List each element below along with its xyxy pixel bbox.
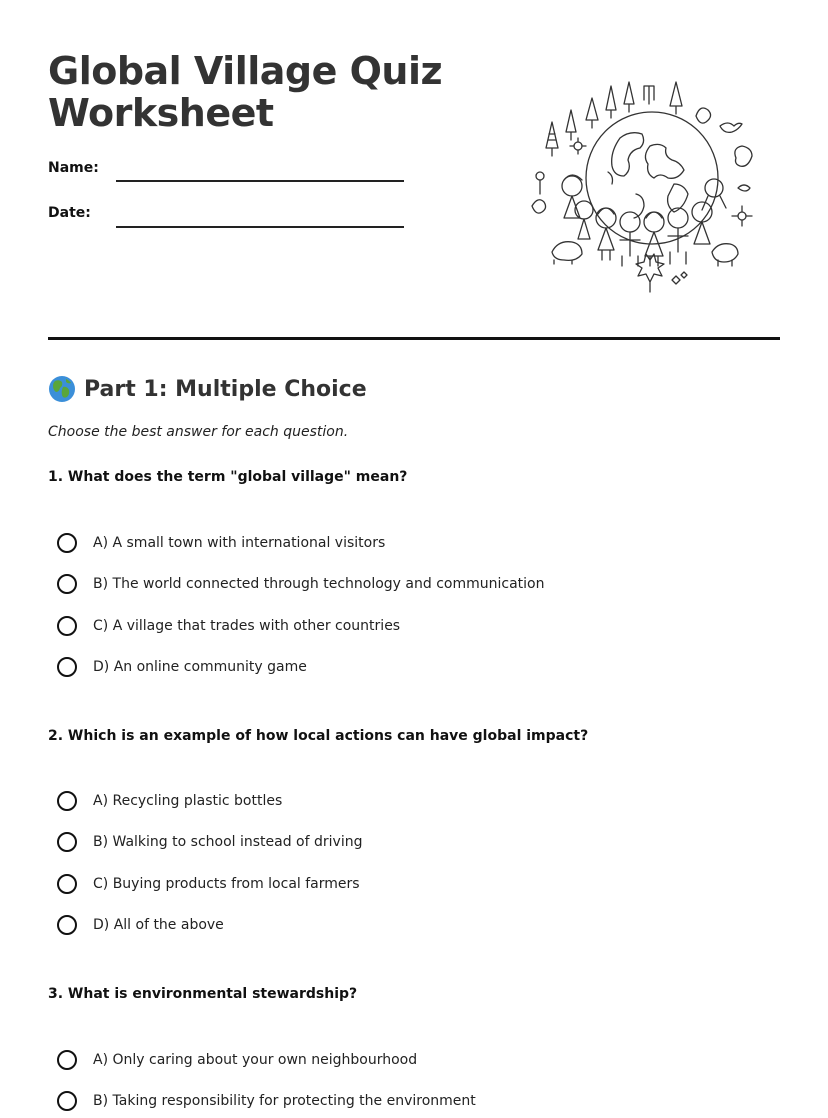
option-label: C) A village that trades with other countries — [93, 618, 401, 634]
radio-button[interactable] — [57, 657, 77, 677]
option-label: B) The world connected through technology and communication — [93, 576, 545, 592]
q3-option-b[interactable] — [57, 1088, 476, 1114]
title-line-1: Global Village Quiz — [48, 49, 443, 93]
globe-emoji-icon — [48, 375, 76, 403]
radio-button[interactable] — [57, 616, 77, 636]
radio-button[interactable] — [57, 874, 77, 894]
section-instructions: Choose the best answer for each question. — [48, 424, 349, 440]
radio-button[interactable] — [57, 1091, 77, 1111]
radio-button[interactable] — [57, 832, 77, 852]
date-field[interactable] — [116, 226, 404, 228]
option-label: B) Walking to school instead of driving — [93, 834, 363, 850]
section-title: Part 1: Multiple Choice — [84, 376, 367, 402]
option-label: D) All of the above — [93, 917, 224, 933]
radio-button[interactable] — [57, 915, 77, 935]
option-label: B) Taking responsibility for protecting the environment — [93, 1093, 476, 1109]
globe-children-drawing-icon — [524, 76, 764, 298]
q2-option-d[interactable] — [57, 912, 224, 938]
worksheet-title — [48, 50, 442, 134]
name-label: Name: — [48, 160, 99, 176]
q1-option-c[interactable] — [57, 613, 400, 639]
q1-option-a[interactable] — [57, 530, 385, 556]
q1-option-d[interactable] — [57, 654, 307, 680]
radio-button[interactable] — [57, 791, 77, 811]
radio-button[interactable] — [57, 533, 77, 553]
q2-option-b[interactable] — [57, 829, 362, 855]
radio-button[interactable] — [57, 1050, 77, 1070]
name-field[interactable] — [116, 180, 404, 182]
q3-option-a[interactable] — [57, 1047, 417, 1073]
question-2-text: 2. Which is an example of how local actions can have global impact? — [48, 728, 589, 744]
header-divider — [48, 337, 780, 340]
q2-option-a[interactable] — [57, 788, 282, 814]
date-label: Date: — [48, 205, 91, 221]
q2-option-c[interactable] — [57, 871, 360, 897]
option-label: A) A small town with international visitors — [93, 535, 386, 551]
option-label: D) An online community game — [93, 659, 307, 675]
option-label: A) Recycling plastic bottles — [93, 793, 283, 809]
title-line-2: Worksheet — [48, 91, 274, 135]
option-label: C) Buying products from local farmers — [93, 876, 360, 892]
option-label: A) Only caring about your own neighbourhood — [93, 1052, 418, 1068]
radio-button[interactable] — [57, 574, 77, 594]
section-heading — [48, 374, 367, 404]
q1-option-b[interactable] — [57, 571, 544, 597]
question-3-text: 3. What is environmental stewardship? — [48, 986, 358, 1002]
question-1-text: 1. What does the term "global village" mean? — [48, 469, 408, 485]
